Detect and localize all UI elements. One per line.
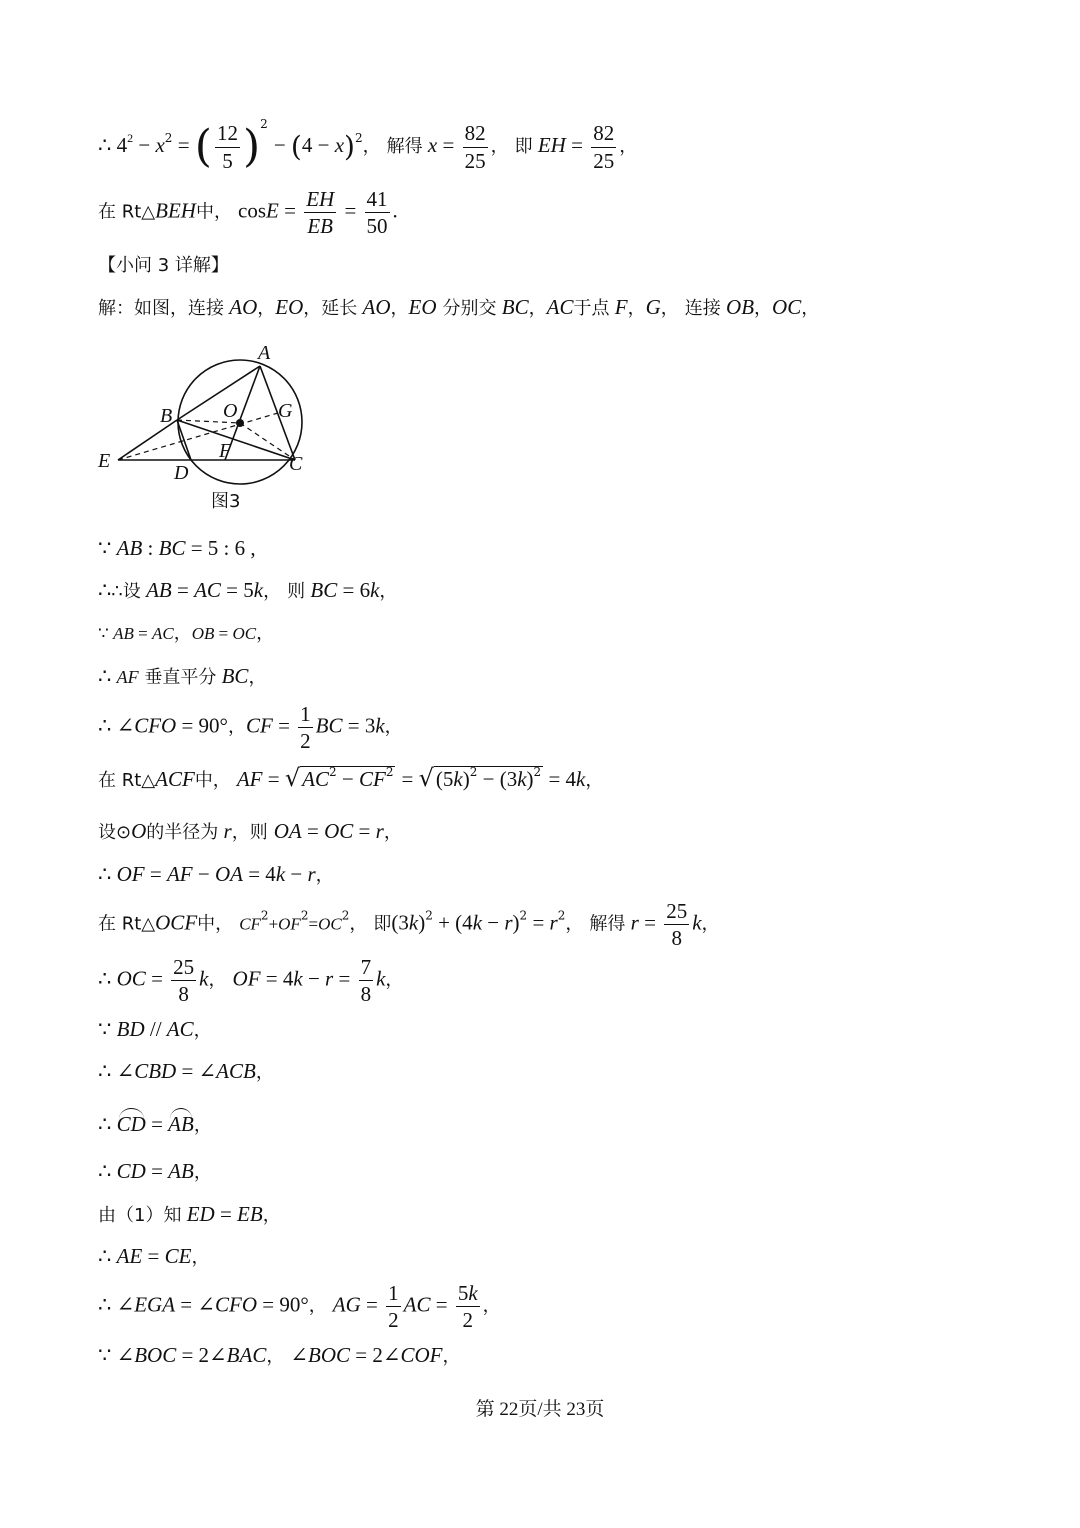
step-7: 设⊙O的半径为 r，则 OA = OC = r，	[98, 819, 402, 843]
equation-line-2: 在 Rt△BEH中， cosE = $\frac{EH}{EB}$ = $\frac{41}{50}$ .	[98, 187, 398, 239]
step-2: ∴∴设 AB = AC = 5k， 则 BC = 6k，	[98, 578, 398, 602]
label-f: F	[219, 440, 232, 462]
step-18: ∵ ∠BOC = 2∠BAC， ∠BOC = 2∠COF，	[98, 1343, 461, 1367]
label-o: O	[223, 400, 238, 422]
label-b: B	[160, 405, 173, 427]
step-16: ∴ AE = CE，	[98, 1244, 210, 1268]
step-12: ∴ ∠CBD = ∠ACB，	[98, 1059, 274, 1083]
figure-caption: 图3	[211, 491, 241, 512]
step-13: ∴ CD = AB，	[98, 1112, 212, 1136]
step-5: ∴ ∠CFO = 90°，CF = $\frac{1}{2}$ BC = 3k，	[98, 702, 403, 754]
equation-line-1: ∴ $4^2 - x^2$ = ( $\frac{12}{5}$ )$^2 - (4 - x)^2$， 解得 x = $\frac{82}{25}$ ， 即 EH = $\frac{82}{25}$ ，	[98, 117, 638, 173]
step-17: ∴ ∠EGA = ∠CFO = 90°， AG = $\frac{1}{2}$ AC = $\frac{5k}{2}$ ，	[98, 1281, 501, 1333]
label-c: C	[289, 453, 303, 475]
step-11: ∵ BD // AC，	[98, 1017, 212, 1041]
label-a: A	[258, 342, 271, 364]
step-1: ∵ AB : BC = 5 : 6 ,	[98, 536, 256, 560]
label-d: D	[174, 462, 189, 484]
step-6: 在 Rt△ACF中， AF = $√AC^2 - CF^2 = √(5k)^2 - (3k)^2 = 4k$，	[98, 764, 604, 792]
step-14: ∴ CD = AB，	[98, 1159, 212, 1183]
label-e: E	[98, 450, 111, 472]
page-footer: 第 22页/共 23页	[475, 1399, 605, 1420]
step-8: ∴ OF = AF − OA = 4k − r，	[98, 862, 334, 886]
section-title: 【小问 3 详解】	[98, 255, 229, 276]
step-3: ∵ AB = AC，OB = OC，	[98, 623, 275, 644]
step-4: ∴ AF 垂直平分 BC，	[98, 664, 267, 688]
geometry-figure	[90, 336, 320, 516]
label-g: G	[278, 400, 293, 422]
step-9: 在 Rt△OCF中， $CF^2+OF^2=OC^2$， 即$(3k)^2 + (4k - r)^2 = r^2$， 解得 r = $\frac{25}{8}$ k，	[98, 899, 720, 951]
solution-intro: 解：如图，连接 AO，EO，延长 AO，EO 分别交 BC，AC于点 F，G， 连接 OB，OC，	[98, 295, 820, 319]
step-15: 由（1）知 ED = EB，	[98, 1202, 281, 1226]
step-10: ∴ OC = $\frac{25}{8}$ k， OF = 4k − r = $\frac{7}{8}$ k，	[98, 955, 404, 1007]
